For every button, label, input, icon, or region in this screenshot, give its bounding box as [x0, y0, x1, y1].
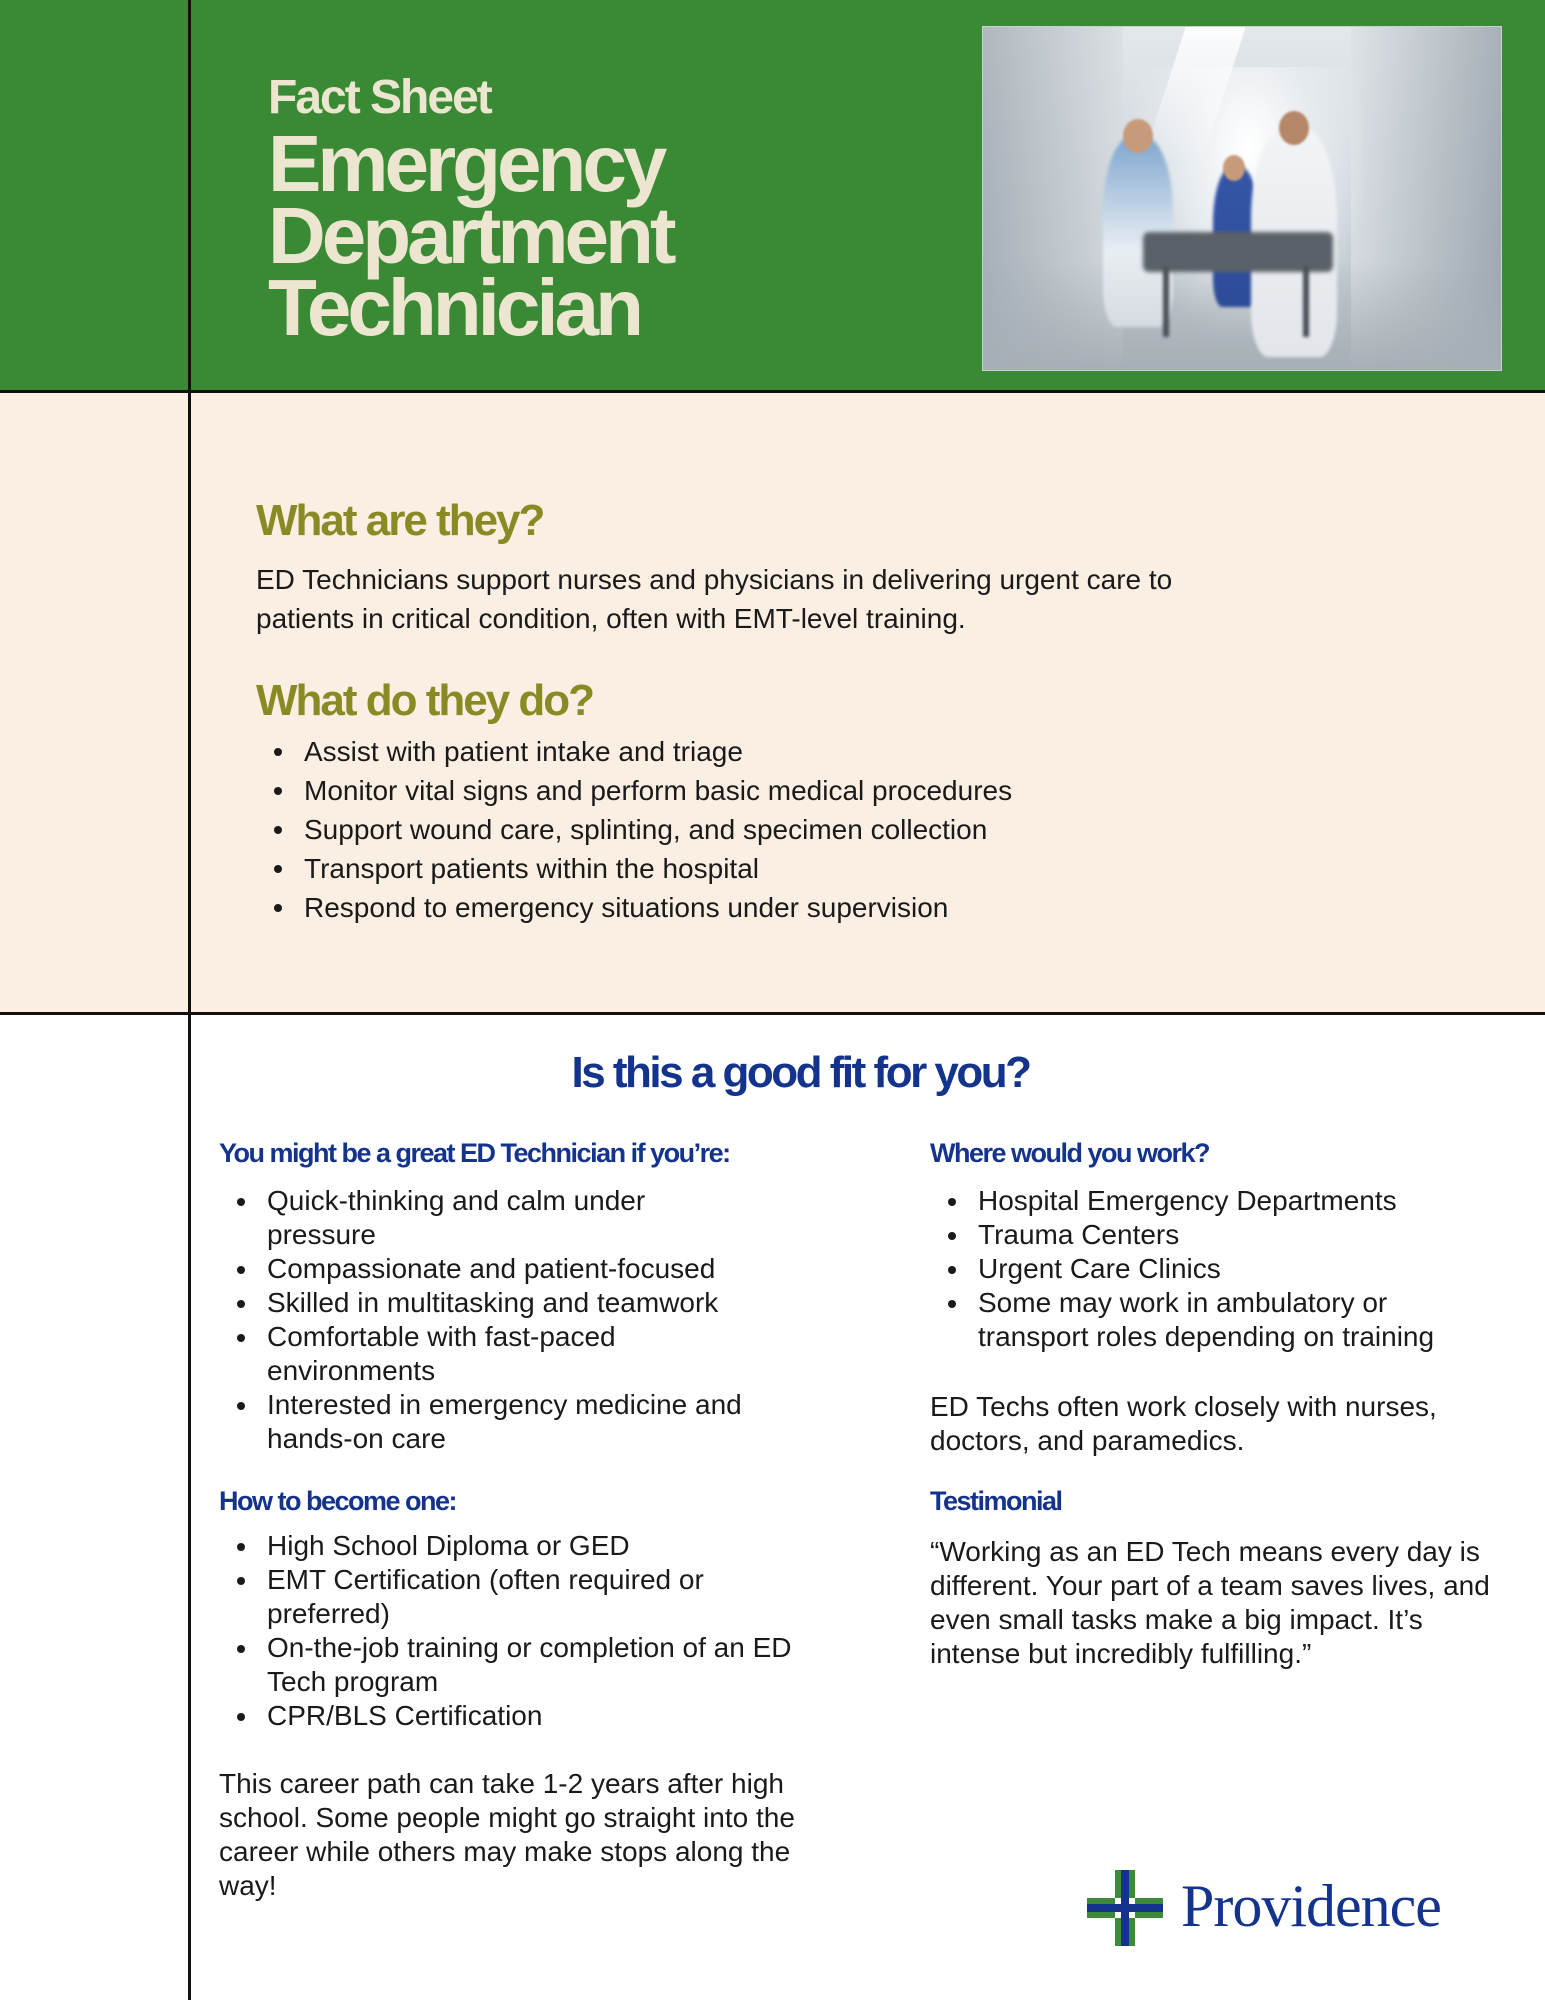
- page-title: [268, 119, 673, 352]
- title-line: Emergency: [268, 119, 664, 208]
- text-line: ED Technicians support nurses and physicians in delivering urgent care to: [256, 564, 1173, 595]
- list-item: Respond to emergency situations under supervision: [256, 888, 1012, 927]
- list-item: CPR/BLS Certification: [219, 1699, 819, 1733]
- list-item: Some may work in ambulatory or transport roles depending on training: [930, 1286, 1470, 1354]
- list-item: Interested in emergency medicine and hands-on care: [219, 1388, 759, 1456]
- list-item: Urgent Care Clinics: [930, 1252, 1490, 1286]
- work-closely-text: ED Techs often work closely with nurses, doctors, and paramedics.: [930, 1391, 1437, 1456]
- providence-wordmark: Providence: [1181, 1873, 1441, 1939]
- title-line: Technician: [268, 263, 640, 352]
- vertical-rule: [188, 0, 191, 2000]
- list-item: Compassionate and patient-focused: [219, 1252, 819, 1286]
- list-item: Transport patients within the hospital: [256, 849, 1012, 888]
- list-item: Quick-thinking and calm under pressure: [219, 1184, 719, 1252]
- list-item: Comfortable with fast-paced environments: [219, 1320, 719, 1388]
- list-item: EMT Certification (often required or preferred): [219, 1563, 779, 1631]
- what-are-they-text: [256, 560, 1172, 638]
- qualities-list: [219, 1184, 819, 1456]
- list-item: Monitor vital signs and perform basic medical procedures: [256, 771, 1012, 810]
- fact-sheet-kicker: Fact Sheet: [268, 71, 491, 124]
- testimonial-quote: “Working as an ED Tech means every day is different. Your part of a team saves lives, and even small tasks make a big impact. It’s intense but incredibly fulfilling.”: [930, 1536, 1490, 1669]
- duties-list: [256, 732, 1012, 927]
- what-do-they-do-heading: What do they do?: [256, 676, 594, 725]
- workplaces-list: [930, 1184, 1490, 1354]
- text-line: patients in critical condition, often with EMT-level training.: [256, 603, 966, 634]
- list-item: Trauma Centers: [930, 1218, 1490, 1252]
- requirements-list: [219, 1529, 819, 1733]
- providence-logo: [1085, 1868, 1495, 1950]
- list-item: Support wound care, splinting, and specimen collection: [256, 810, 1012, 849]
- how-to-become-heading: How to become one:: [219, 1486, 457, 1516]
- divider-rule: [0, 1012, 1545, 1015]
- list-item: High School Diploma or GED: [219, 1529, 819, 1563]
- good-fit-heading: Is this a good fit for you?: [571, 1048, 1030, 1097]
- career-path-text: This career path can take 1-2 years after high school. Some people might go straight into the career while others may make stops along the way!: [219, 1768, 795, 1901]
- title-line: Department: [268, 191, 673, 280]
- list-item: Skilled in multitasking and teamwork: [219, 1286, 819, 1320]
- what-are-they-heading: What are they?: [256, 496, 544, 545]
- list-item: Assist with patient intake and triage: [256, 732, 1012, 771]
- divider-rule: [0, 390, 1545, 393]
- gurney: [1143, 232, 1333, 272]
- cross-logo-icon: [1085, 1868, 1165, 1948]
- where-work-heading: Where would you work?: [930, 1138, 1210, 1168]
- hospital-corridor-photo: [982, 26, 1502, 371]
- list-item: Hospital Emergency Departments: [930, 1184, 1490, 1218]
- testimonial-heading: Testimonial: [930, 1486, 1062, 1516]
- list-item: On-the-job training or completion of an ED Tech program: [219, 1631, 819, 1699]
- great-tech-heading: You might be a great ED Technician if you’re:: [219, 1138, 730, 1168]
